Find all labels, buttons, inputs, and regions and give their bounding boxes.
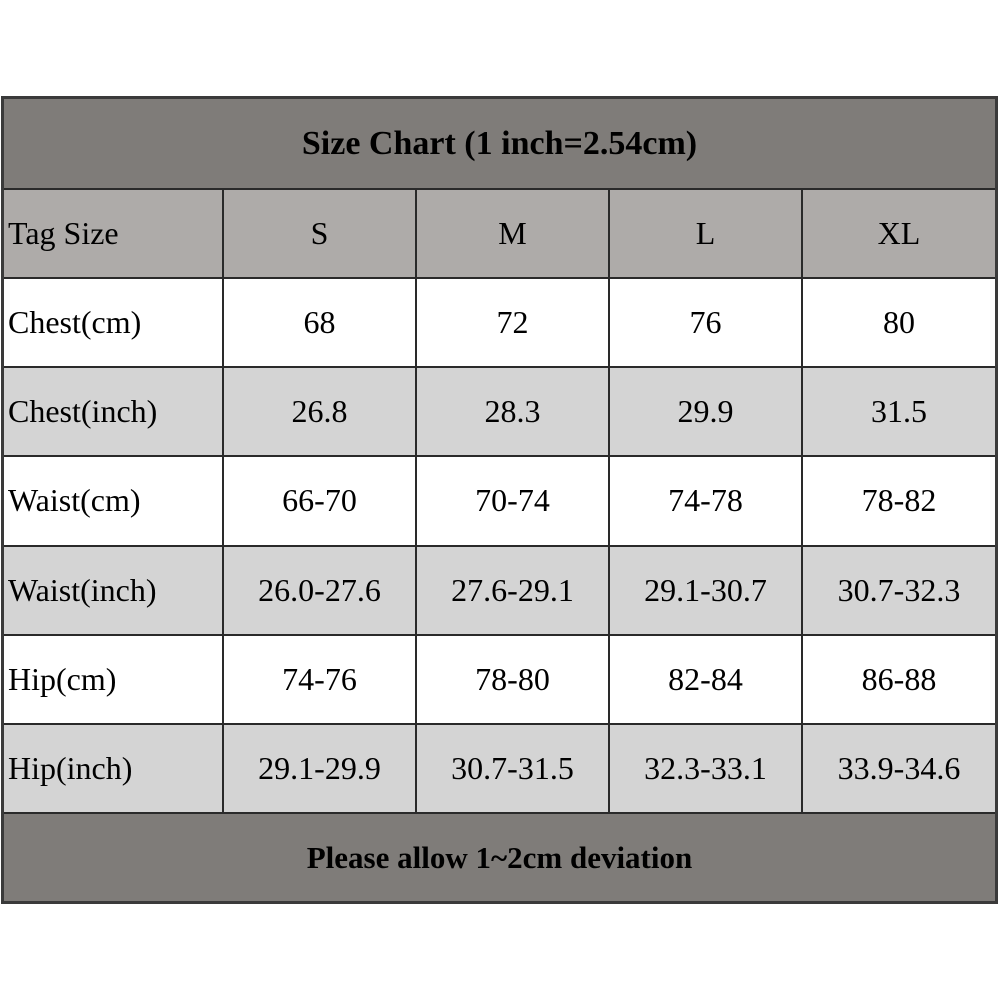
table-cell: 29.9 bbox=[609, 367, 802, 456]
table-cell: 82-84 bbox=[609, 635, 802, 724]
table-cell: 26.0-27.6 bbox=[223, 546, 416, 635]
table-row bbox=[4, 546, 995, 635]
table-cell: 78-82 bbox=[802, 456, 995, 545]
header-row bbox=[4, 190, 995, 278]
size-s-header: S bbox=[223, 190, 416, 278]
table-cell: 80 bbox=[802, 278, 995, 367]
table-cell: 66-70 bbox=[223, 456, 416, 545]
size-table bbox=[4, 190, 995, 812]
table-row bbox=[4, 724, 995, 812]
table-cell: 74-76 bbox=[223, 635, 416, 724]
row-label: Waist(inch) bbox=[4, 546, 223, 635]
table-row bbox=[4, 635, 995, 724]
table-cell: 31.5 bbox=[802, 367, 995, 456]
table-cell: 72 bbox=[416, 278, 609, 367]
table-cell: 32.3-33.1 bbox=[609, 724, 802, 812]
table-row bbox=[4, 278, 995, 367]
table-row bbox=[4, 367, 995, 456]
table-cell: 33.9-34.6 bbox=[802, 724, 995, 812]
size-m-header: M bbox=[416, 190, 609, 278]
table-cell: 68 bbox=[223, 278, 416, 367]
table-cell: 30.7-31.5 bbox=[416, 724, 609, 812]
table-cell: 76 bbox=[609, 278, 802, 367]
row-label: Chest(inch) bbox=[4, 367, 223, 456]
deviation-note: Please allow 1~2cm deviation bbox=[4, 812, 995, 901]
table-cell: 30.7-32.3 bbox=[802, 546, 995, 635]
chart-title: Size Chart (1 inch=2.54cm) bbox=[4, 99, 995, 190]
row-label: Hip(cm) bbox=[4, 635, 223, 724]
size-chart bbox=[1, 96, 998, 904]
table-cell: 29.1-30.7 bbox=[609, 546, 802, 635]
header-label-cell: Tag Size bbox=[4, 190, 223, 278]
table-cell: 74-78 bbox=[609, 456, 802, 545]
row-label: Chest(cm) bbox=[4, 278, 223, 367]
row-label: Hip(inch) bbox=[4, 724, 223, 812]
table-cell: 28.3 bbox=[416, 367, 609, 456]
table-cell: 70-74 bbox=[416, 456, 609, 545]
table-cell: 27.6-29.1 bbox=[416, 546, 609, 635]
table-cell: 26.8 bbox=[223, 367, 416, 456]
row-label: Waist(cm) bbox=[4, 456, 223, 545]
table-row bbox=[4, 456, 995, 545]
table-cell: 78-80 bbox=[416, 635, 609, 724]
size-xl-header: XL bbox=[802, 190, 995, 278]
table-cell: 29.1-29.9 bbox=[223, 724, 416, 812]
table-cell: 86-88 bbox=[802, 635, 995, 724]
size-l-header: L bbox=[609, 190, 802, 278]
